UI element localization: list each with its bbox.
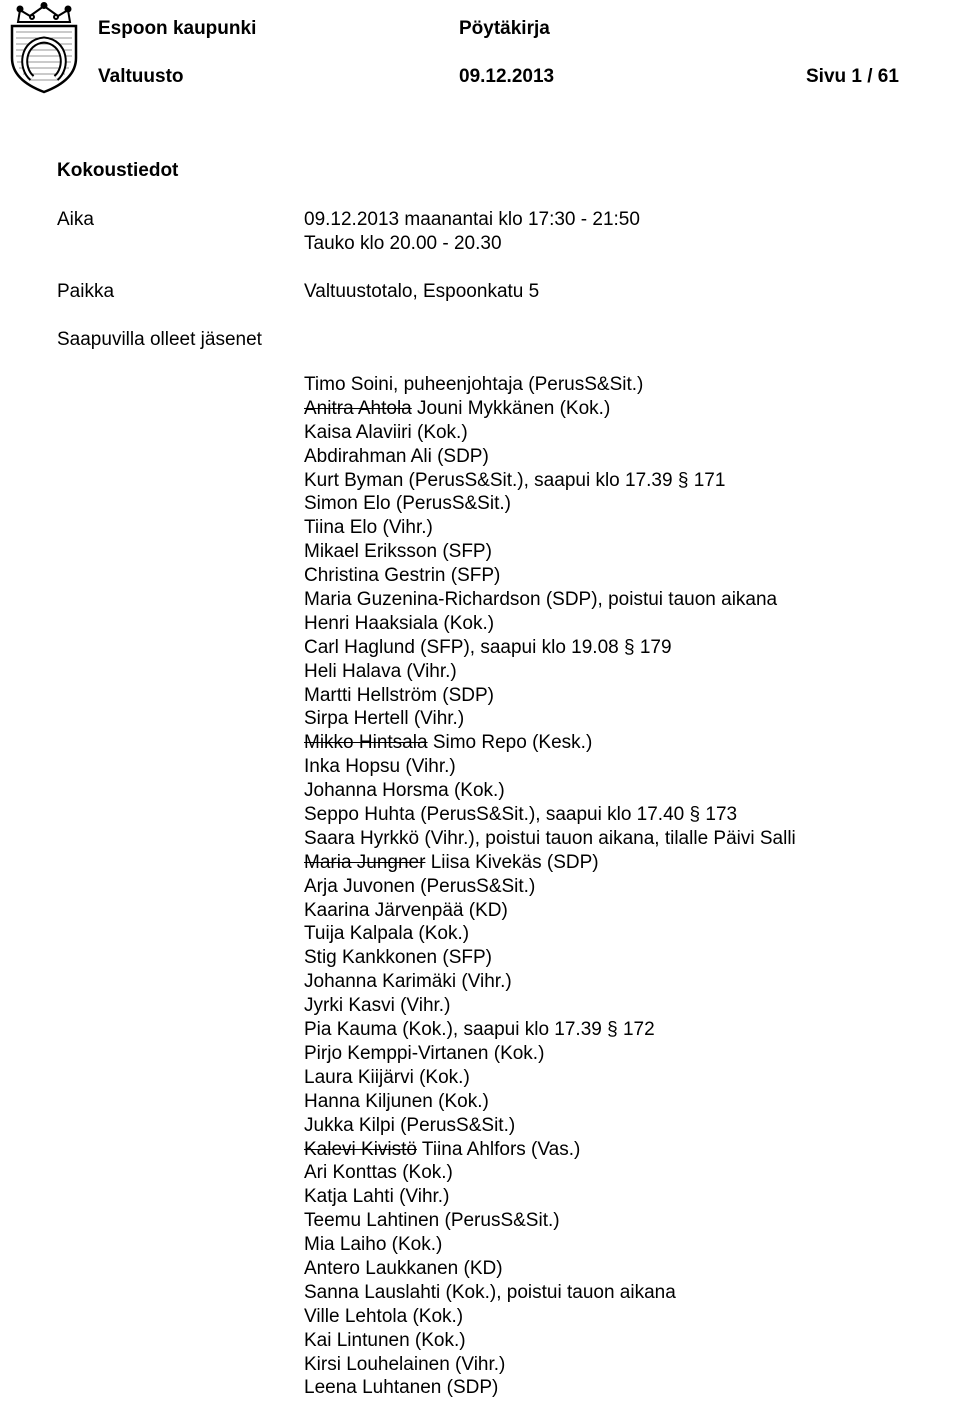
member-row [304, 1233, 796, 1257]
member-row [304, 922, 796, 946]
member-text: Tiina Elo (Vihr.) [304, 517, 433, 539]
place-label: Paikka [57, 281, 115, 302]
member-row [304, 684, 796, 708]
espoo-coat-of-arms-logo [6, 2, 82, 94]
member-row [304, 540, 796, 564]
member-row [304, 492, 796, 516]
paragraph-number: 173 [705, 804, 738, 826]
member-text: Heli Halava (Vihr.) [304, 660, 457, 682]
member-text: Kaisa Alaviiri (Kok.) [304, 421, 468, 443]
member-text: Kurt Byman (PerusS&Sit.), saapui klo 17.39 [304, 469, 673, 491]
member-text: Inka Hopsu (Vihr.) [304, 756, 456, 778]
member-text: Sirpa Hertell (Vihr.) [304, 708, 465, 730]
present-members-label: Saapuvilla olleet jäsenet [57, 329, 262, 350]
member-text: Mikael Eriksson (SFP) [304, 541, 492, 563]
member-row [304, 851, 796, 875]
member-row [304, 827, 796, 851]
member-text: Abdirahman Ali (SDP) [304, 445, 489, 467]
member-row [304, 707, 796, 731]
paragraph-symbol: § [689, 804, 701, 826]
member-row [304, 731, 796, 755]
member-row [304, 875, 796, 899]
member-row [304, 779, 796, 803]
member-row [304, 1257, 796, 1281]
member-text: Laura Kiijärvi (Kok.) [304, 1066, 470, 1088]
member-text: Ari Konttas (Kok.) [304, 1162, 453, 1184]
member-row [304, 1161, 796, 1185]
member-text: Antero Laukkanen (KD) [304, 1257, 503, 1279]
member-row [304, 1329, 796, 1353]
member-row [304, 1376, 796, 1400]
member-row [304, 1138, 796, 1162]
member-row [304, 516, 796, 540]
paragraph-symbol: § [677, 469, 689, 491]
member-text: Carl Haglund (SFP), saapui klo 19.08 [304, 636, 619, 658]
member-text: Hanna Kiljunen (Kok.) [304, 1090, 489, 1112]
member-row [304, 1090, 796, 1114]
header-organization: Espoon kaupunki [98, 18, 257, 39]
member-text: Jouni Mykkänen (Kok.) [411, 397, 611, 419]
member-text: Teemu Lahtinen (PerusS&Sit.) [304, 1210, 560, 1232]
struck-member-name: Anitra Ahtola [304, 397, 412, 419]
member-text: Leena Luhtanen (SDP) [304, 1377, 499, 1399]
member-row [304, 469, 796, 493]
member-text: Johanna Horsma (Kok.) [304, 780, 505, 802]
header-date: 09.12.2013 [459, 66, 555, 87]
member-text: Pia Kauma (Kok.), saapui klo 17.39 [304, 1019, 602, 1041]
member-text: Sanna Lauslahti (Kok.), poistui tauon aikana [304, 1281, 676, 1303]
member-text: Liisa Kivekäs (SDP) [425, 851, 599, 873]
member-row [304, 994, 796, 1018]
member-text: Ville Lehtola (Kok.) [304, 1305, 464, 1327]
member-row [304, 1018, 796, 1042]
member-row [304, 803, 796, 827]
paragraph-number: 172 [622, 1019, 655, 1041]
member-row [304, 660, 796, 684]
struck-member-name: Kalevi Kivistö [304, 1138, 417, 1160]
member-text: Timo Soini, puheenjohtaja (PerusS&Sit.) [304, 374, 644, 395]
header-page-number: Sivu 1 / 61 [806, 66, 899, 87]
member-row [304, 397, 796, 421]
member-row [304, 421, 796, 445]
paragraph-symbol: § [607, 1019, 618, 1041]
time-label: Aika [57, 209, 94, 230]
struck-member-name: Maria Jungner [304, 851, 426, 873]
crown-icon [18, 3, 71, 22]
member-text: Kirsi Louhelainen (Vihr.) [304, 1353, 506, 1375]
member-text: Arja Juvonen (PerusS&Sit.) [304, 875, 536, 897]
paragraph-number: 179 [639, 636, 672, 658]
member-text: Mia Laiho (Kok.) [304, 1234, 443, 1256]
member-row [304, 755, 796, 779]
member-text: Simo Repo (Kesk.) [427, 732, 593, 754]
section-title: Kokoustiedot [57, 160, 179, 181]
member-row [304, 1305, 796, 1329]
member-row [304, 1185, 796, 1209]
member-row [304, 588, 796, 612]
member-row [304, 899, 796, 923]
member-text: Seppo Huhta (PerusS&Sit.), saapui klo 17.40 [304, 804, 685, 826]
member-text: Saara Hyrkkö (Vihr.), poistui tauon aikana, tilalle Päivi Salli [304, 827, 796, 849]
member-text: Pirjo Kemppi-Virtanen (Kok.) [304, 1042, 545, 1064]
member-text: Tiina Ahlfors (Vas.) [417, 1138, 581, 1160]
member-row [304, 1042, 796, 1066]
place-value: Valtuustotalo, Espoonkatu 5 [304, 281, 540, 302]
member-row [304, 1114, 796, 1138]
member-row [304, 1209, 796, 1233]
member-row [304, 1281, 796, 1305]
break-value: Tauko klo 20.00 - 20.30 [304, 233, 502, 254]
member-text: Christina Gestrin (SFP) [304, 565, 501, 587]
member-row [304, 1353, 796, 1377]
member-text: Katja Lahti (Vihr.) [304, 1186, 450, 1208]
member-text: Tuija Kalpala (Kok.) [304, 923, 470, 945]
member-text: Henri Haaksiala (Kok.) [304, 612, 495, 634]
struck-member-name: Mikko Hintsala [304, 732, 428, 754]
member-text: Simon Elo (PerusS&Sit.) [304, 493, 511, 515]
member-text: Kaarina Järvenpää (KD) [304, 899, 508, 921]
member-text: Johanna Karimäki (Vihr.) [304, 971, 512, 993]
paragraph-symbol: § [624, 636, 635, 658]
header-body: Valtuusto [98, 66, 184, 87]
member-row [304, 612, 796, 636]
member-row [304, 1066, 796, 1090]
paragraph-number: 171 [693, 469, 726, 491]
member-row [304, 445, 796, 469]
member-row [304, 946, 796, 970]
member-text: Maria Guzenina-Richardson (SDP), poistui tauon aikana [304, 589, 778, 611]
members-list [304, 373, 796, 1400]
member-row [304, 373, 796, 397]
member-row [304, 970, 796, 994]
member-text: Martti Hellström (SDP) [304, 684, 495, 706]
member-text: Kai Lintunen (Kok.) [304, 1329, 466, 1351]
member-row [304, 636, 796, 660]
time-value: 09.12.2013 maanantai klo 17:30 - 21:50 [304, 209, 640, 230]
header-document-type: Pöytäkirja [459, 18, 550, 39]
member-text: Jukka Kilpi (PerusS&Sit.) [304, 1114, 516, 1136]
member-row [304, 564, 796, 588]
member-text: Jyrki Kasvi (Vihr.) [304, 995, 451, 1017]
member-text: Stig Kankkonen (SFP) [304, 947, 492, 969]
